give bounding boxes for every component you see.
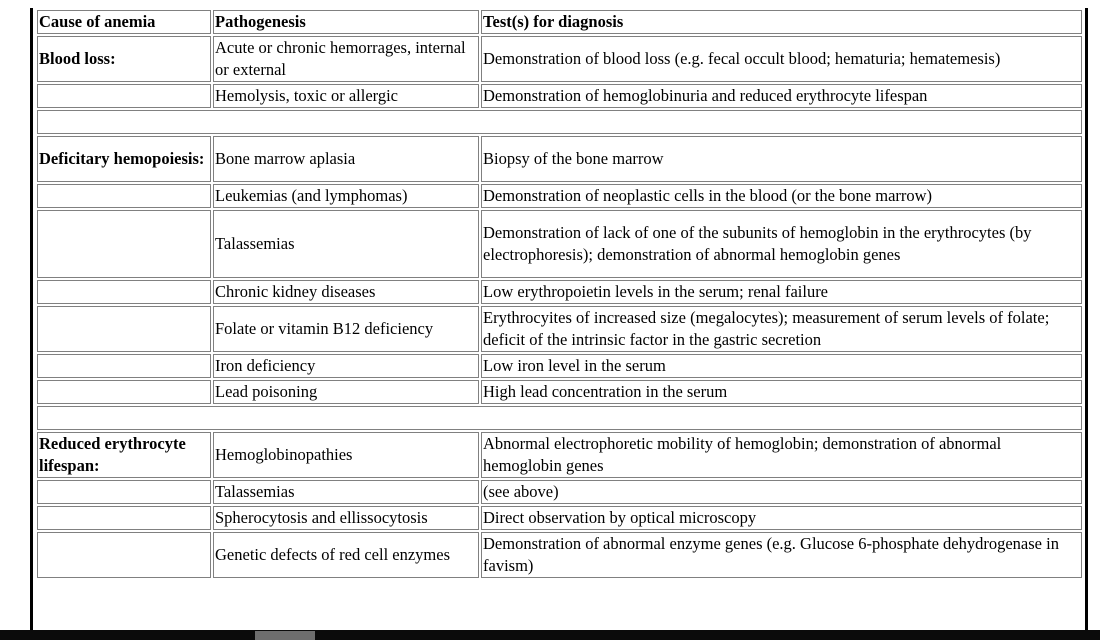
tests-cell: Demonstration of blood loss (e.g. fecal occult blood; hematuria; hematemesis)	[481, 36, 1082, 82]
cause-cell: Deficitary hemopoiesis:	[37, 136, 211, 182]
anemia-table	[35, 8, 1084, 580]
cause-cell	[37, 210, 211, 278]
page-right-border	[1085, 8, 1088, 630]
separator-row	[37, 110, 1082, 134]
table-row	[37, 480, 1082, 504]
table-row	[37, 136, 1082, 182]
tests-cell: Direct observation by optical microscopy	[481, 506, 1082, 530]
table-row	[37, 36, 1082, 82]
tests-cell: Demonstration of neoplastic cells in the blood (or the bone marrow)	[481, 184, 1082, 208]
cause-cell	[37, 184, 211, 208]
pathogenesis-cell: Talassemias	[213, 480, 479, 504]
header-cause: Cause of anemia	[37, 10, 211, 34]
cause-cell	[37, 354, 211, 378]
table-row	[37, 532, 1082, 578]
pathogenesis-cell: Bone marrow aplasia	[213, 136, 479, 182]
cause-cell	[37, 480, 211, 504]
tests-cell: Demonstration of hemoglobinuria and reduced erythrocyte lifespan	[481, 84, 1082, 108]
table-row	[37, 506, 1082, 530]
cause-cell	[37, 306, 211, 352]
tests-cell: Erythrocyites of increased size (megalocytes); measurement of serum levels of folate; deficit of the intrinsic factor in the gastric secretion	[481, 306, 1082, 352]
cause-cell	[37, 380, 211, 404]
page-left-border	[30, 8, 33, 630]
separator-row	[37, 406, 1082, 430]
tests-cell: (see above)	[481, 480, 1082, 504]
table-row	[37, 354, 1082, 378]
separator-cell	[37, 406, 1082, 430]
tests-cell: Abnormal electrophoretic mobility of hemoglobin; demonstration of abnormal hemoglobin genes	[481, 432, 1082, 478]
header-pathogenesis: Pathogenesis	[213, 10, 479, 34]
cause-cell	[37, 506, 211, 530]
separator-cell	[37, 110, 1082, 134]
tests-cell: Demonstration of lack of one of the subunits of hemoglobin in the erythrocytes (by electrophoresis); demonstration of abnormal hemoglobin genes	[481, 210, 1082, 278]
table-row	[37, 432, 1082, 478]
tests-cell: Low iron level in the serum	[481, 354, 1082, 378]
cause-cell	[37, 84, 211, 108]
cause-cell: Blood loss:	[37, 36, 211, 82]
table-row	[37, 380, 1082, 404]
table-row	[37, 210, 1082, 278]
pathogenesis-cell: Chronic kidney diseases	[213, 280, 479, 304]
cause-cell: Reduced erythrocyte lifespan:	[37, 432, 211, 478]
tests-cell: Low erythropoietin levels in the serum; renal failure	[481, 280, 1082, 304]
pathogenesis-cell: Acute or chronic hemorrages, internal or external	[213, 36, 479, 82]
header-row	[37, 10, 1082, 34]
table-row	[37, 306, 1082, 352]
pathogenesis-cell: Genetic defects of red cell enzymes	[213, 532, 479, 578]
cause-cell	[37, 280, 211, 304]
pathogenesis-cell: Hemoglobinopathies	[213, 432, 479, 478]
pathogenesis-cell: Spherocytosis and ellissocytosis	[213, 506, 479, 530]
pathogenesis-cell: Folate or vitamin B12 deficiency	[213, 306, 479, 352]
header-tests: Test(s) for diagnosis	[481, 10, 1082, 34]
table-row	[37, 184, 1082, 208]
pathogenesis-cell: Lead poisoning	[213, 380, 479, 404]
pathogenesis-cell: Iron deficiency	[213, 354, 479, 378]
table-row	[37, 84, 1082, 108]
pathogenesis-cell: Hemolysis, toxic or allergic	[213, 84, 479, 108]
table-row	[37, 280, 1082, 304]
page-top-strip	[0, 0, 1100, 8]
taskbar-button[interactable]	[255, 631, 315, 640]
tests-cell: High lead concentration in the serum	[481, 380, 1082, 404]
pathogenesis-cell: Talassemias	[213, 210, 479, 278]
pathogenesis-cell: Leukemias (and lymphomas)	[213, 184, 479, 208]
taskbar	[0, 630, 1100, 640]
cause-cell	[37, 532, 211, 578]
tests-cell: Biopsy of the bone marrow	[481, 136, 1082, 182]
tests-cell: Demonstration of abnormal enzyme genes (e.g. Glucose 6-phosphate dehydrogenase in favism)	[481, 532, 1082, 578]
